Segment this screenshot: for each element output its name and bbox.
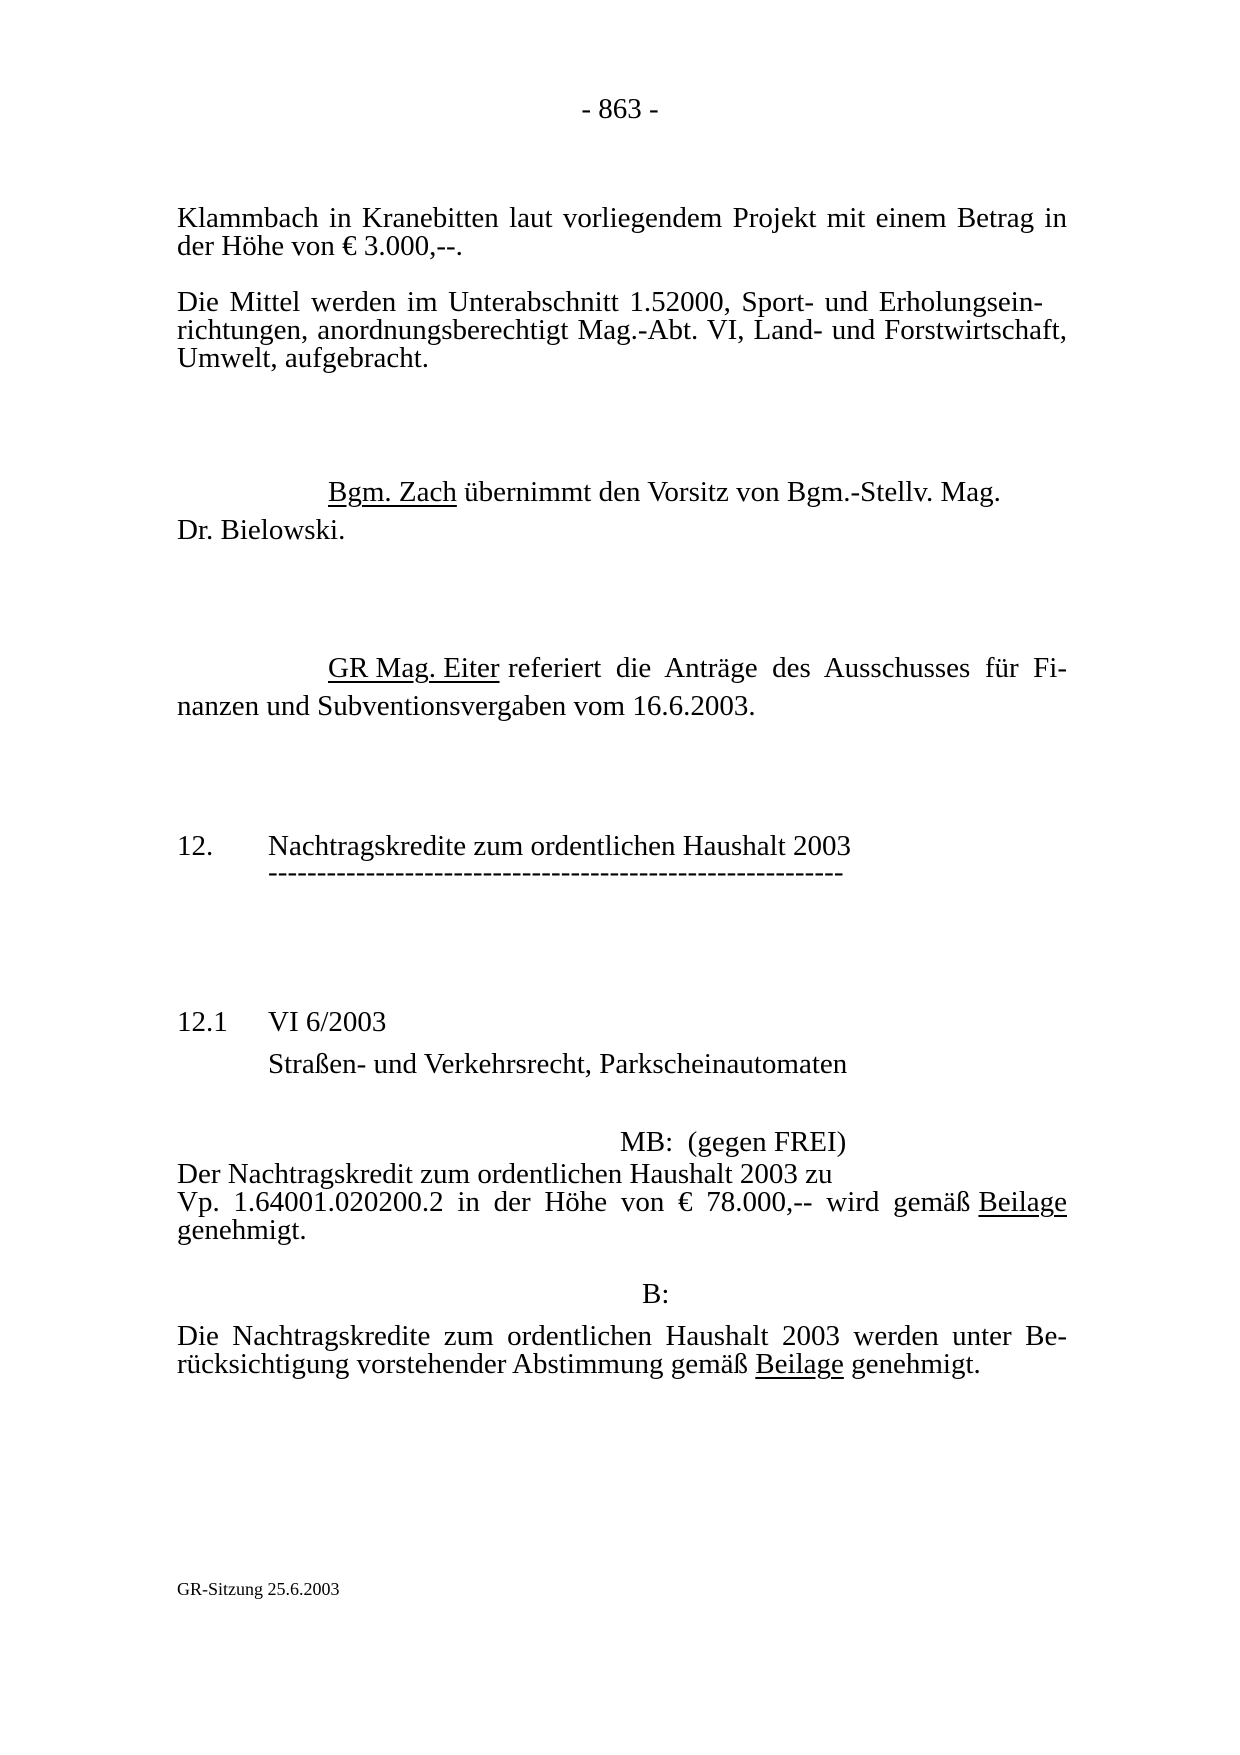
paragraph-line: nanzen und Subventionsvergaben vom 16.6.2003.: [177, 690, 756, 722]
resolution-text-end: genehmigt.: [843, 1348, 981, 1380]
item-title: Nachtragskredite zum ordentlichen Haushalt 2003: [268, 830, 852, 862]
attachment-link[interactable]: Beilage: [755, 1348, 844, 1380]
committee-motion-label: MB: (gegen FREI): [620, 1126, 847, 1158]
item-number: 12.: [177, 830, 214, 862]
item-number: 12.1: [177, 1006, 228, 1038]
paragraph-line: [177, 1188, 1067, 1217]
paragraph-line: Dr. Bielowski.: [177, 514, 346, 546]
item-rule: -----------------------------------------------------------: [268, 858, 844, 887]
paragraph-line: richtungen, anordnungsberechtigt Mag.-Abt. VI, Land- und Forstwirtschaft,: [177, 314, 1067, 346]
paragraph-line: Umwelt, aufgebracht.: [177, 342, 430, 374]
paragraph-line: Die Nachtragskredite zum ordentlichen Haushalt 2003 werden unter Be-: [177, 1320, 1067, 1352]
resolution-label: B:: [642, 1278, 670, 1310]
paragraph-line: [328, 478, 1001, 507]
speaker-name: Bgm. Zach: [328, 476, 457, 508]
item-reference: VI 6/2003: [268, 1006, 387, 1038]
paragraph-line: genehmigt.: [177, 1214, 307, 1246]
footer-session-date: GR-Sitzung 25.6.2003: [177, 1579, 340, 1599]
motion-text: Vp. 1.64001.020200.2 in der Höhe von € 78.000,-- wird gemäß: [177, 1186, 971, 1218]
resolution-text: rücksichtigung vorstehender Abstimmung gemäß: [177, 1348, 756, 1380]
report-text: referiert die Anträge des Ausschusses für Fi-: [508, 652, 1067, 684]
paragraph-line: Der Nachtragskredit zum ordentlichen Haushalt 2003 zu: [177, 1158, 833, 1190]
chair-change-text: übernimmt den Vorsitz von Bgm.-Stellv. Mag.: [456, 476, 1001, 508]
speaker-name: GR Mag. Eiter: [328, 652, 500, 684]
item-subject: Straßen- und Verkehrsrecht, Parkscheinautomaten: [268, 1048, 848, 1080]
page-number: - 863 -: [581, 93, 659, 125]
attachment-link[interactable]: Beilage: [978, 1186, 1067, 1218]
paragraph-line: der Höhe von € 3.000,--.: [177, 230, 463, 262]
paragraph-line: [177, 1350, 981, 1379]
paragraph-line: Die Mittel werden im Unterabschnitt 1.52000, Sport- und Erholungsein-: [177, 286, 1043, 318]
paragraph-line: Klammbach in Kranebitten laut vorliegendem Projekt mit einem Betrag in: [177, 202, 1067, 234]
